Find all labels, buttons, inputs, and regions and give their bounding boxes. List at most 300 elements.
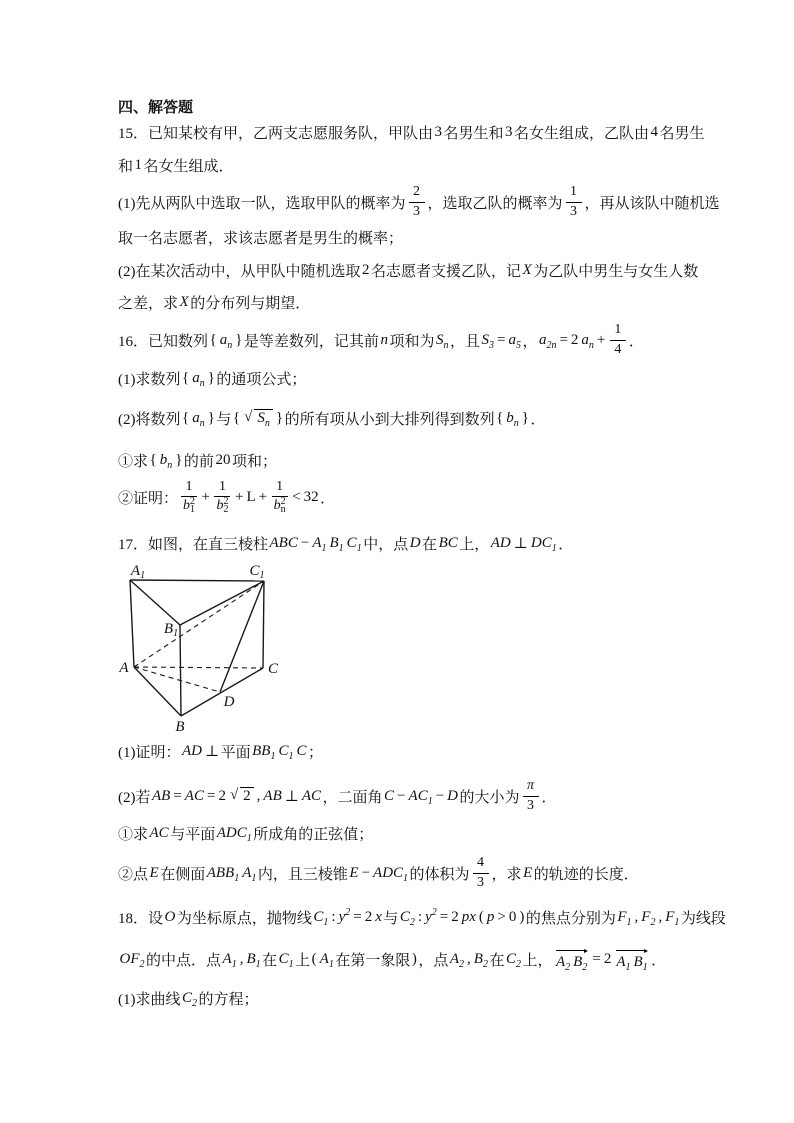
fraction-denominator [476,874,486,891]
p15-line1 [118,121,705,143]
text-run: ，点 [418,952,449,969]
radical-sign: √ [229,787,239,803]
prism-edge [180,625,181,716]
prism-edge [180,581,264,625]
p18-line2 [118,944,666,974]
text-run: 为线段 [680,910,726,927]
math-run: $C_1$ [346,534,362,554]
math-run: AB [263,787,282,804]
math-run: AD [490,534,511,551]
math-run: $a_n$ [219,331,233,351]
prism-edge [181,668,263,716]
text-run: 在侧面 [160,866,206,883]
math-run: ) [519,908,525,925]
subscript: 1 [246,832,252,844]
fraction-numerator [181,479,197,497]
p16-line1 [118,320,644,360]
math-run: 2 [218,787,226,804]
math-run: $B_2$ [573,953,588,973]
math-run: $a_n$ [192,369,205,389]
math-run: $C_2$ [399,908,415,928]
text-run: 的大小为 [459,789,520,806]
math-run: ) [411,950,417,967]
subscript: 2 [192,997,198,1009]
subscript: 2n [546,339,557,351]
fraction [409,184,425,219]
math-run: L [246,488,256,505]
fraction [523,778,539,813]
math-run: ( [478,908,484,925]
text-run: ． [651,952,667,969]
p15-part1-line1 [118,182,720,222]
math-run: , [658,908,663,925]
text-run: 16．已知数列 [118,333,209,350]
text-run: ． [530,411,546,428]
vector [555,948,589,971]
prism-edge [220,581,264,692]
math-run: AD [182,742,202,759]
math-run: 2 [570,331,579,348]
text-run: 项和为 [389,333,435,350]
subscript: 1 [356,542,362,554]
subscript: 2 [650,916,656,928]
superscript: 2 [190,496,196,508]
text-run: ； [307,744,323,761]
math-run: ⊥ [284,788,299,805]
subscript: 1 [251,872,257,884]
math-run: 4 [650,123,659,140]
math-run: − [361,864,371,881]
vector-arrow-head [644,949,648,953]
prism-hidden-edge [134,581,264,667]
fraction-numerator [214,479,230,497]
subscript: n [167,459,173,471]
prism-edge [130,580,134,667]
math-run: < [292,488,301,505]
p17-part2 [118,776,557,816]
math-run: $B_1$ [246,950,261,970]
text-run: 17．如图，在直三棱柱 [118,536,269,553]
math-run: 3 [570,203,578,219]
math-run: = [592,950,601,967]
sub-sup-stack [223,498,228,514]
math-run: } [175,451,183,468]
vector-body [555,954,589,971]
math-run: 3 [477,874,485,890]
subscript: 1 [321,542,327,554]
text-run: 内，且三棱锥 [257,866,348,883]
fraction-denominator [569,203,579,220]
subscript: 2 [582,961,588,973]
fraction-denominator [613,341,623,358]
fraction-denominator [215,497,230,514]
text-run: 上， [522,952,553,969]
math-run: AC [184,787,204,804]
math-run: E [349,864,359,881]
sub-sup-stack [190,498,195,514]
math-run: 3 [527,797,535,813]
math-run: } [235,331,243,348]
vertex-label-A1: $A_1$ [130,563,146,581]
fraction [610,322,626,357]
math-run: 20 [215,451,231,468]
math-run: $AC_1$ [408,787,433,807]
text-run: 与 [383,910,399,927]
text-run: 与平面 [170,826,216,843]
math-run: { [232,409,241,426]
math-run: $S_3$ [481,331,494,351]
radicand [240,787,255,805]
fraction-numerator [473,855,489,873]
math-run: $C_2$ [505,950,521,970]
math-run: BC [438,534,458,551]
vertex-label-B: B [175,719,185,735]
fraction [214,479,230,514]
math-run: { [496,409,504,426]
math-run: = [559,331,568,348]
text-run: 名志愿者支援乙队，记 [371,263,522,280]
subscript: 1 [270,750,276,762]
subscript: 1 [288,750,294,762]
square-root [228,787,254,805]
math-run: 0 [508,908,517,925]
fraction-denominator [182,497,197,514]
math-run: $F_1$ [665,908,680,928]
math-run: 1 [614,322,622,338]
text-run: ①求 [118,453,149,470]
vertex-label-A: A [119,660,129,676]
subscript: 2 [139,958,145,970]
math-run: $A_1$ [222,950,237,970]
text-run: 上， [459,536,490,553]
p15-part2-line2 [118,291,310,313]
vector-body [615,954,649,971]
fraction-numerator [523,778,539,796]
text-run: 与 [216,411,232,428]
text-run: (1)求曲线 [118,991,181,1008]
text-run: 取一名志愿者，求该志愿者是男生的概率； [118,230,404,247]
superscript: 2 [431,906,437,918]
math-run: : [417,908,423,925]
math-run: : [331,908,336,925]
math-run: b 2 1 [183,496,196,516]
text-run: 的所有项从小到大排列得到数列 [284,411,495,428]
math-run: ( [311,950,317,967]
text-run: 和 [118,158,134,175]
math-run: { [209,331,217,348]
math-run: $B_1$ [633,953,648,973]
math-run: $ADC_1$ [373,864,409,884]
text-run: 上 [295,952,311,969]
text-run: 之差，求 [118,295,179,312]
radicand [254,409,274,427]
math-run: $S_n$ [257,410,270,429]
math-run: 1 [570,184,578,200]
p18-part1 [118,987,259,1009]
math-run: 3 [505,123,513,140]
superscript: 2 [280,496,286,508]
text-run: ，再从该队中随机选 [584,195,720,212]
math-run: 1 [276,479,284,495]
math-run: = [206,787,216,804]
math-run: $y^2$ [425,906,437,925]
text-run: ． [320,490,336,507]
subscript: 1 [625,961,631,973]
text-run: 的通项公式； [216,371,307,388]
math-run: = [173,787,182,804]
subscript: n [264,418,270,429]
fraction [181,479,197,514]
fraction-numerator [566,184,582,202]
text-run: 中，点 [363,536,409,553]
subscript: n [588,339,594,351]
p17-part2-sub2 [118,853,639,893]
math-run: ⊥ [205,743,220,760]
text-run: 的焦点分别为 [525,910,616,927]
subscript: 1 [403,872,409,884]
math-run: 1 [218,479,226,495]
math-run: $S_n$ [435,331,449,351]
text-run: 的分布列与期望． [190,295,311,312]
math-run: $C_1$ [278,742,294,762]
prism-edge [263,581,264,668]
text-run: 在 [422,536,438,553]
math-run: C [296,742,307,759]
subscript: n [280,504,286,516]
math-run: 1 [185,479,193,495]
vertex-label-C: C [267,661,279,677]
math-run: 3 [413,203,420,219]
superscript: 2 [345,906,351,918]
subscript: 2 [482,958,488,970]
text-run: (1)先从两队中选取一队，选取甲队的概率为 [118,195,406,212]
text-run: ，选取乙队的概率为 [427,195,563,212]
subscript: 1 [231,958,237,970]
math-run: $B_2$ [473,950,488,970]
math-run: 2 [362,261,370,278]
math-run: , [467,950,471,967]
subscript: 1 [323,916,329,928]
subscript: 1 [190,504,196,516]
subscript: 1 [427,795,433,807]
math-run: n [380,331,388,348]
math-run: D [409,534,421,551]
vector-arrow-head [584,949,588,953]
math-run: 4 [614,341,622,357]
math-run: AB [152,787,171,804]
subscript: 2 [409,916,415,928]
math-run: $C_1$ [313,908,329,928]
math-run: 3 [434,123,443,140]
math-run: X [179,293,189,310]
math-run: $F_2$ [641,908,656,928]
subscript: 5 [515,339,521,351]
math-run: $F_1$ [617,908,632,928]
text-run: ． [558,536,574,553]
math-run: E [149,864,159,881]
subscript: 1 [642,961,648,973]
math-run: 1 [134,156,143,173]
math-run: 2 [364,908,373,925]
math-run: $a_5$ [508,331,521,351]
math-run: p [486,908,495,925]
math-run: + [201,488,210,505]
text-run: ． [628,333,644,350]
math-run: + [258,488,268,505]
subscript: n [199,377,205,389]
superscript: 2 [223,496,229,508]
math-run: $b_n$ [506,409,519,429]
fraction [566,184,582,219]
text-run: 的轨迹的长度． [533,866,639,883]
radical-sign: √ [244,409,253,425]
prism-figure [112,556,292,746]
math-run: { [149,451,157,468]
math-run: = [496,331,506,348]
fraction-denominator [272,497,287,514]
prism-edge [130,580,180,625]
subscript: 2 [565,961,571,973]
vertex-label-C1: $C_1$ [249,563,265,581]
math-run: , [239,950,244,967]
subscript: 2 [459,958,465,970]
text-run: 名男生和 [443,125,504,142]
math-run: + [234,488,244,505]
subscript: 1 [255,958,261,970]
text-run: 所成角的正弦值； [253,826,374,843]
math-run: } [207,409,215,426]
p16-part2-sub2 [118,473,335,521]
math-run: $a_n$ [192,409,205,429]
math-run: $OF_2$ [119,950,145,970]
text-run: ①求 [118,826,149,843]
math-run: { [182,369,190,386]
square-root [243,409,274,427]
text-run: 为乙队中男生与女生人数 [533,263,699,280]
p17-line1 [118,532,573,554]
p16-part1 [118,367,306,389]
subscript: 1 [288,958,294,970]
fraction-numerator [610,322,626,340]
math-run: E [523,864,533,881]
vector [615,948,649,971]
text-run: 名女生组成． [143,158,234,175]
math-run: AC [301,787,322,804]
text-run: 的体积为 [409,866,470,883]
math-run: $y^2$ [338,906,351,925]
vector-arrow-line [556,950,584,951]
math-run: $A_2$ [449,950,465,970]
text-run: 名男生 [659,125,705,142]
p18-line1 [118,906,726,928]
math-run: } [521,409,529,426]
text-run: (2)将数列 [118,411,181,428]
math-run: px [461,908,476,925]
math-run: = [439,908,449,925]
math-run: + [596,331,606,348]
fraction-denominator [526,797,536,814]
math-run: $ADC_1$ [216,824,252,844]
p16-part2 [118,407,546,429]
math-run: ABC [269,534,298,551]
text-run: 平面 [220,744,251,761]
math-run: 2 [413,184,420,200]
text-run: 是等差数列，记其前 [243,333,379,350]
subscript: 1 [551,542,557,554]
text-run: 18．设 [118,910,164,927]
text-run: ，求 [491,866,522,883]
prism-hidden-edge [134,667,263,668]
math-run: D [447,787,459,804]
vector-arrow-line [616,950,644,951]
text-run: (1)证明： [118,744,181,761]
math-run: 4 [477,855,485,871]
text-run: 15．已知某校有甲，乙两支志愿服务队，甲队由 [118,125,434,142]
math-run: $A_1$ [319,950,334,970]
prism-edge [130,580,264,581]
text-run: ， [522,333,538,350]
math-run: 2 [603,950,612,967]
section-heading [118,95,193,117]
subscript: n [513,417,519,429]
math-run: $BB_1$ [252,742,276,762]
text-run: ． [541,789,557,806]
text-run: 的前 [183,453,214,470]
subscript: n [443,339,449,351]
subscript: n [199,417,205,429]
text-run: 名女生组成，乙队由 [514,125,650,142]
math-run: } [207,369,215,386]
math-run: − [435,787,445,804]
math-run: $C_1$ [278,950,294,970]
math-run: 2 [451,908,459,925]
math-run: O [164,908,176,925]
fraction [272,479,288,514]
math-run: b 2 n [273,496,286,516]
text-run: 在 [489,952,505,969]
text-run: ，二面角 [322,789,383,806]
math-run: 32 [303,488,319,505]
text-run: ②证明： [118,490,179,507]
math-run: $DC_1$ [530,534,557,554]
text-run: ②点 [118,866,149,883]
sub-sup-stack [281,498,286,514]
subscript: 1 [328,958,334,970]
math-run: , [256,787,261,804]
math-run: = [353,908,362,925]
math-run: $A_1$ [312,534,327,554]
math-run: $a_{2n}$ [538,331,557,351]
text-run: (2)若 [118,789,151,806]
math-run: b 2 2 [216,496,229,516]
math-run: 2 [243,788,251,804]
p15-part2-line1 [118,259,698,281]
text-run: 为坐标原点，抛物线 [176,910,312,927]
subscript: 2 [223,504,229,516]
text-run: (2)在某次活动中，从甲队中随机选取 [118,263,361,280]
text-run: 在第一象限 [335,952,411,969]
math-run: $A_1$ [242,864,257,884]
math-run: − [397,787,406,804]
math-run: $A_1$ [616,953,631,973]
math-run: > [497,908,506,925]
text-run: 在 [262,952,278,969]
text-run: 项和； [231,453,277,470]
text-run: 的中点．点 [146,952,222,969]
subscript: 3 [488,339,494,351]
math-run: $ABB_1$ [206,864,240,884]
math-run: π [527,778,535,794]
